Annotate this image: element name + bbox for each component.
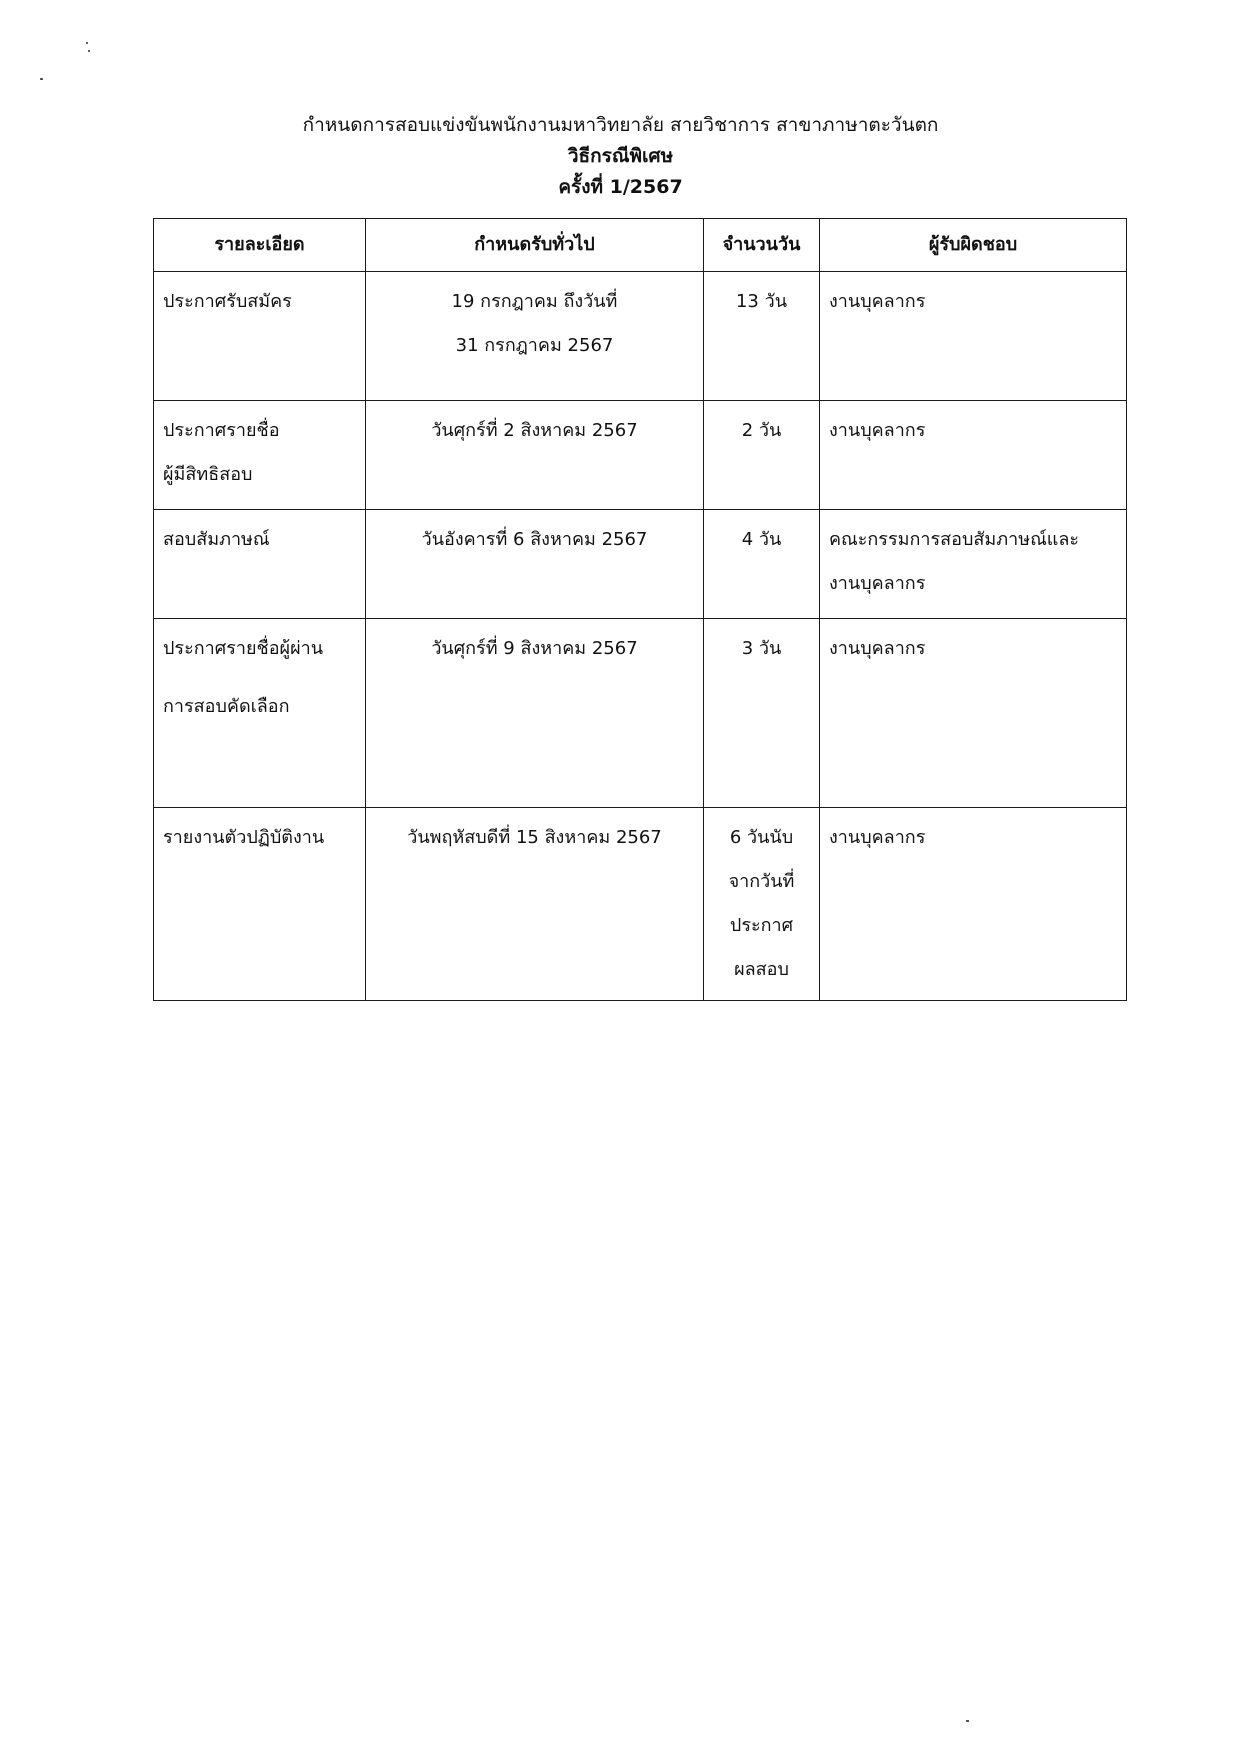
cell-detail	[154, 401, 366, 510]
scan-speck	[86, 42, 88, 44]
cell-text: จากวันที่	[728, 871, 795, 892]
cell-text: ประกาศรายชื่อ	[163, 420, 280, 441]
cell-text: ประกาศ	[729, 915, 794, 936]
table-row	[154, 619, 1127, 808]
title-line-3: ครั้งที่ 1/2567	[558, 176, 683, 198]
cell-text: 13 วัน	[735, 291, 788, 312]
table-row	[154, 401, 1127, 510]
cell-text: งานบุคลากร	[829, 827, 926, 848]
cell-text: งานบุคลากร	[829, 573, 926, 594]
cell-responsible	[820, 619, 1127, 808]
header-responsible: ผู้รับผิดชอบ	[820, 219, 1127, 272]
cell-text: วันอังคารที่ 6 สิงหาคม 2567	[421, 529, 648, 550]
cell-text: วันศุกร์ที่ 2 สิงหาคม 2567	[431, 420, 638, 441]
cell-text: รายงานตัวปฏิบัติงาน	[163, 827, 325, 848]
cell-schedule	[366, 808, 704, 1001]
cell-text: วันศุกร์ที่ 9 สิงหาคม 2567	[431, 638, 638, 659]
cell-responsible	[820, 808, 1127, 1001]
scan-speck	[88, 50, 90, 52]
cell-text: งานบุคลากร	[829, 291, 926, 312]
cell-detail	[154, 510, 366, 619]
cell-responsible	[820, 401, 1127, 510]
cell-text: สอบสัมภาษณ์	[163, 529, 270, 550]
cell-text: 2 วัน	[741, 420, 782, 441]
cell-days	[704, 808, 820, 1001]
table-row	[154, 510, 1127, 619]
cell-responsible	[820, 510, 1127, 619]
cell-schedule	[366, 510, 704, 619]
cell-text: คณะกรรมการสอบสัมภาษณ์และ	[829, 529, 1080, 550]
cell-responsible	[820, 272, 1127, 401]
cell-text: งานบุคลากร	[829, 638, 926, 659]
cell-text: 3 วัน	[741, 638, 782, 659]
scan-speck	[40, 78, 43, 80]
cell-schedule	[366, 401, 704, 510]
table-row	[154, 272, 1127, 401]
header-schedule: กำหนดรับทั่วไป	[366, 219, 704, 272]
cell-days	[704, 510, 820, 619]
cell-text: 4 วัน	[741, 529, 782, 550]
table-row	[154, 808, 1127, 1001]
cell-detail	[154, 808, 366, 1001]
cell-schedule	[366, 272, 704, 401]
cell-text: 6 วันนับ	[729, 827, 794, 848]
header-detail: รายละเอียด	[154, 219, 366, 272]
table-header-row	[154, 219, 1127, 272]
cell-days	[704, 401, 820, 510]
title-line-2: วิธีกรณีพิเศษ	[567, 145, 674, 167]
cell-text: วันพฤหัสบดีที่ 15 สิงหาคม 2567	[407, 827, 662, 848]
cell-detail	[154, 272, 366, 401]
cell-text: งานบุคลากร	[829, 420, 926, 441]
cell-days	[704, 272, 820, 401]
cell-text: ผลสอบ	[734, 959, 789, 980]
document-title	[0, 110, 1241, 203]
cell-text: ประกาศรายชื่อผู้ผ่าน	[163, 638, 324, 659]
cell-detail	[154, 619, 366, 808]
scan-speck	[966, 1720, 969, 1722]
cell-text: การสอบคัดเลือก	[163, 696, 290, 717]
cell-text: 31 กรกฎาคม 2567	[455, 335, 614, 356]
cell-text: ผู้มีสิทธิสอบ	[163, 464, 253, 485]
schedule-table	[153, 218, 1127, 1001]
title-line-1: กำหนดการสอบแข่งขันพนักงานมหาวิทยาลัย สายวิชาการ สาขาภาษาตะวันตก	[302, 114, 939, 136]
header-days: จำนวนวัน	[704, 219, 820, 272]
cell-text: ประกาศรับสมัคร	[163, 291, 292, 312]
cell-text: 19 กรกฎาคม ถึงวันที่	[451, 291, 618, 312]
cell-days	[704, 619, 820, 808]
cell-schedule	[366, 619, 704, 808]
